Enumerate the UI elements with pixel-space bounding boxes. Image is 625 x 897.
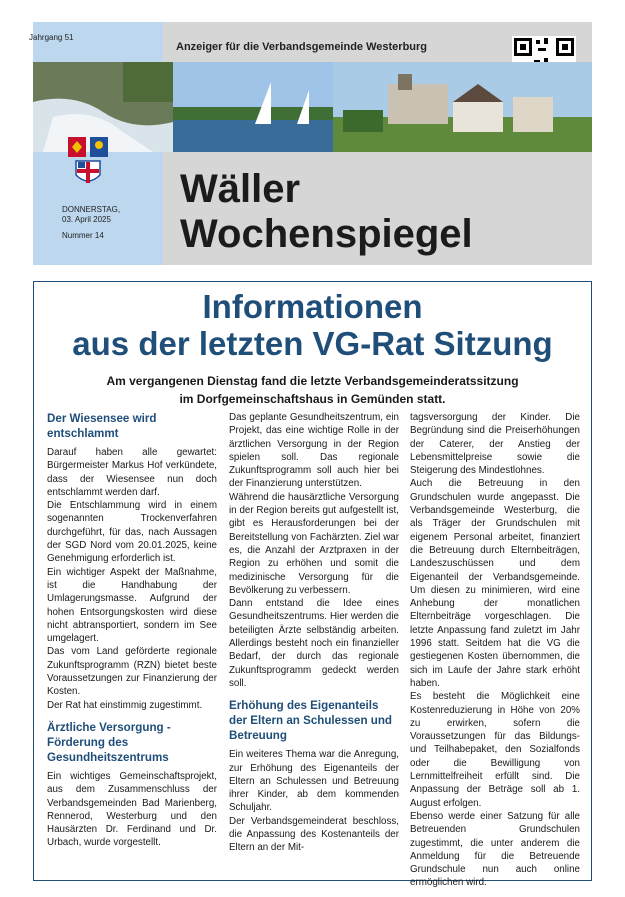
paragraph: Das vom Land geförderte regionale Zukunftsprogramm (RZN) bietet beste Voraussetzungen zur Finanzierung der Kosten. [47,646,217,698]
paragraph: Darauf haben alle gewartet: Bürgermeister Markus Hof verkündete, dass der Wiesensee nun doch entschlammt werden darf. [47,447,217,498]
newspaper-title-line2: Wochenspiegel [180,212,473,256]
article-column-1 [47,411,217,850]
paragraph: tagsversorgung der Kinder. Die Begründung sind die Preiserhöhungen der Caterer, der Anstieg der Lebensmittelpreise sowie die Steigerung des Mindestlohnes. [410,412,580,477]
paragraph: Der Verbandsgemeinderat beschloss, die Anpassung des Kostenanteils der Eltern an der Mit- [229,815,399,854]
article-headline-line1: Informationen [202,288,423,325]
masthead-blue-top [33,22,163,62]
paragraph: Die Entschlammung wird in einem sogenannten Trockenverfahren durchgeführt, für das, nach Aussagen der SGD Nord vom 20.01.2025, keine Genehmigung erforderlich ist. [47,500,217,565]
section-heading: Erhöhung des Eigenanteils der Eltern an Schulessen und Betreuung [229,699,392,743]
paragraph: Ein weiteres Thema war die Anregung, zur Erhöhung des Eigenanteils der Eltern an Schulessen und Betreuung ihrer Kinder, ab dem kommenden Schuljahr. [229,749,399,814]
paragraph: Ebenso werde einer Satzung für alle Betreuenden Grundschulen zugestimmt, die unter anderem die Anmeldung für die Betreuende Grundschule nun auch online ermöglichen wird. [410,810,580,889]
article-lead-line1: Am vergangenen Dienstag fand die letzte Verbandsgemeinderatssitzung [106,374,519,388]
paragraph: Es besteht die Möglichkeit eine Kostenreduzierung in Höhe von 20% zu erwirken, sofern die Voraussetzungen für das Bildungs- und Teilhabepaket, den Sozialfonds oder die Bewilligung von Lernmittelfreiheit erfüllt sind. Die Anpassung der Beträge soll ab 1. August erfolgen. [410,691,580,809]
publisher-line: Anzeiger für die Verbandsgemeinde Westerburg [176,41,428,53]
paragraph: Ein wichtiger Aspekt der Maßnahme, ist die Handhabung der Umlagerungsmasse. Aufgrund der hohen Entsorgungskosten wird diese nicht abtransportiert, sondern im See umgelagert. [47,566,217,645]
article-lead-line2: im Dorfgemeinschaftshaus in Gemünden statt. [179,392,446,406]
issue-day: DONNERSTAG, [62,205,121,214]
newspaper-title-line1: Wäller [180,167,301,211]
paragraph: Während die hausärztliche Versorgung in der Region bereits gut aufgestellt ist, gibt es Herausforderungen bei der Bereitstellung von Fachärzten. Ziel war es, die Anzahl der Arztpraxen in der Region zu erhöhen und somit die medizinische Versorgung für die Bevölkerung zu verbessern. [229,491,399,596]
issue-date: 03. April 2025 [62,215,111,224]
paragraph: Der Rat hat einstimmig zugestimmt. [47,699,203,711]
article-column-2 [229,411,399,855]
section-heading: Ärztliche Versorgung - Förderung des Gesundheitszentrums [47,720,171,764]
article-column-3 [410,411,580,890]
section-heading: Der Wiesensee wird entschlammt [47,412,157,440]
paragraph: Das geplante Gesundheitszentrum, ein Projekt, das eine wichtige Rolle in der ärztlichen Versorgung in der Region spielen soll. Das regionale Zukunftsprogramm soll auch hier bei der Finanzierung unterstützen. [229,412,399,490]
paragraph: Dann entstand die Idee eines Gesundheitszentrums. Hier werden die beteiligten Ärzte selbständig arbeiten. Allerdings besteht noch ein finanzieller Bedarf, der durch das regionale Zukunftsprogramm gedeckt werden soll. [229,598,399,689]
paragraph: Ein wichtiges Gemeinschaftsprojekt, aus dem Zusammenschluss der Verbandsgemeinden Bad Marienberg, Rennerod, Westerburg und den Hausärzten Dr. Ferdinand und Dr. Urbach, wurde vorgestellt. [47,770,217,849]
article-headline-line2: aus der letzten VG-Rat Sitzung [72,325,553,362]
header-photo-collage [33,62,592,152]
jahrgang: Jahrgang 51 [29,33,74,42]
coat-of-arms-icon [64,135,112,189]
issue-number: Nummer 14 [62,231,104,240]
paragraph: Auch die Betreuung in den Grundschulen wurde angepasst. Die Verbandsgemeinde Westerburg, die als Träger der Grundschulen mit eigenem Personal arbeitet, finanziert die Betreuung durch Elternbeiträgen, Landeszuschüssen und dem Eigenanteil der Verbandsgemeinde. Um diesen zu minimieren, wird eine Anhebung der monatlichen Elternbeiträge vorgeschlagen. Die letzte Anpassung fand zuletzt im Jahr 1996 statt. Seitdem hat die VG die gestiegenen Kosten übernommen, die sich im Laufe der Jahre stark erhöht haben. [410,478,580,689]
